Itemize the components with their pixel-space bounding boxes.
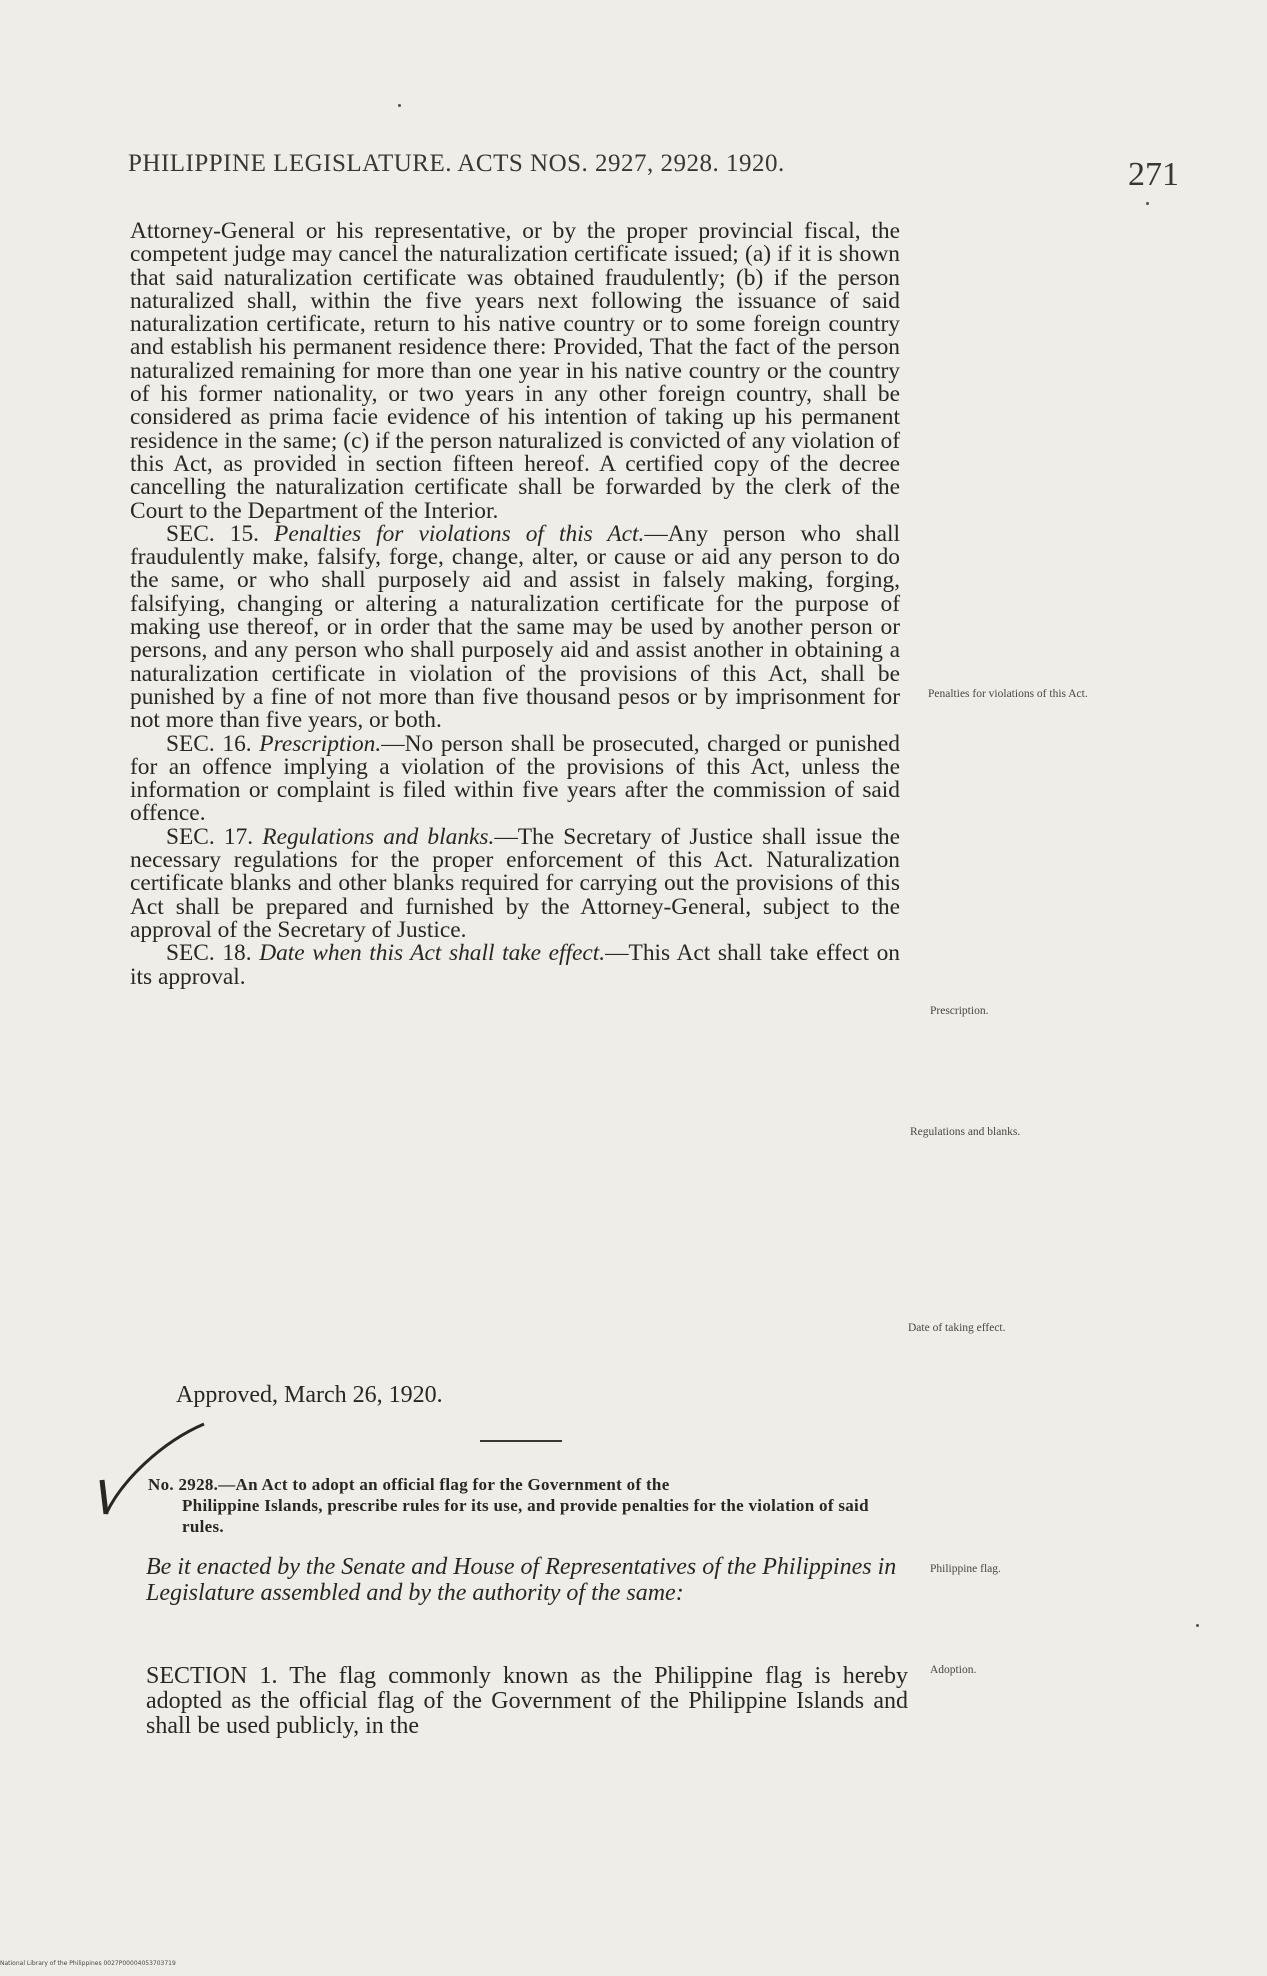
speck-mark [398,104,401,107]
section-17-text: —The Secretary of Justice shall issue the necessary regulations for the proper enforcement of this Act. Naturalization certificate blanks and other blanks required for carrying out the provisions of this Act shall be prepared and furnished by the Attorney-General, subject to the approval of the Secretary of Justice. [130,823,900,943]
section-18-label: SEC. 18. [166,940,252,967]
act-2928-title-line1: No. 2928.—An Act to adopt an official flag for the Government of the [148,1475,670,1494]
section-16-text: —No person shall be prosecuted, charged or punished for an offence implying a violation of the provisions of this Act, unless the information or complaint is filed within five years after the commission of said offence. [130,730,901,827]
margin-note-philippine-flag: Philippine flag. [930,1563,1001,1575]
section-17 [130,823,900,943]
section-1-label: SECTION 1. [146,1663,278,1689]
speck-mark [1196,1624,1199,1627]
margin-note-regulations: Regulations and blanks. [910,1126,1021,1138]
approval-date: Approved, March 26, 1920. [176,1382,443,1408]
section-15 [130,520,900,734]
section-18-heading: Date when this Act shall take effect. [259,940,606,967]
act-2928-section-1 [146,1664,908,1739]
speck-mark [1146,202,1149,205]
margin-note-prescription: Prescription. [930,1005,989,1017]
section-15-label: SEC. 15. [166,520,260,547]
section-15-heading: Penalties for violations of this Act. [274,520,645,547]
act-2928-title-continuation: Philippine Islands, prescribe rules for its use, and provide penalties for the violation of said rules. [182,1496,869,1536]
section-18 [130,942,900,989]
page-number: 271 [1128,156,1179,193]
section-17-label: SEC. 17. [166,823,254,850]
margin-note-adoption: Adoption. [930,1664,977,1676]
section-16-heading: Prescription. [259,730,382,757]
scan-source-footer: National Library of the Philippines 0027P00004053703719 [0,1960,176,1967]
margin-note-penalties: Penalties for violations of this Act. [928,688,1088,700]
section-18-text: —This Act shall take effect on its approval. [130,940,900,990]
section-16-label: SEC. 16. [166,730,252,757]
body-text [130,220,900,989]
enacting-clause: Be it enacted by the Senate and House of Representatives of the Philippines in Legislature assembled and by the authority of the same: [146,1554,897,1606]
margin-note-date-effect: Date of taking effect. [908,1322,1006,1334]
section-16 [130,730,901,827]
section-17-heading: Regulations and blanks. [262,823,495,850]
running-head: PHILIPPINE LEGISLATURE. ACTS NOS. 2927, 2928. 1920. [128,150,785,177]
paragraph-cancellation: Attorney-General or his representative, or by the proper provincial fiscal, the competent judge may cancel the naturalization certificate issued; (a) if it is shown that said naturalization certificate was obtained fraudulently; (b) if the person naturalized shall, within the five years next following the issuance of said naturalization certificate, return to his native country or to some foreign country and establish his permanent residence there: Provided, That the fact of the person naturalized remaining for more than one year in his native country or the country of his former nationality, or two years in any other foreign country, shall be considered as prima facie evidence of his intention of taking up his permanent residence in the same; (c) if the person naturalized is convicted of any violation of this Act, as provided in section fifteen hereof. A certified copy of the decree cancelling the naturalization certificate shall be forwarded by the clerk of the Court to the Department of the Interior. [130,218,900,524]
act-2928-title [148,1474,908,1537]
section-15-text: —Any person who shall fraudulently make, falsify, forge, change, alter, or cause or aid any person to do the same, or who shall purposely aid and assist in falsely making, forging, falsifying, changing or altering a naturalization certificate for the purpose of making use thereof, or in order that the same may be used by another person or persons, and any person who shall purposely aid and assist another in obtaining a naturalization certificate in violation of the provisions of this Act, shall be punished by a fine of not more than five thousand pesos or by imprisonment for not more than five years, or both. [130,520,900,734]
section-divider [480,1440,562,1442]
section-1-text: The flag commonly known as the Philippine flag is hereby adopted as the official flag of the Government of the Philippine Islands and shall be used publicly, in the [146,1663,909,1739]
